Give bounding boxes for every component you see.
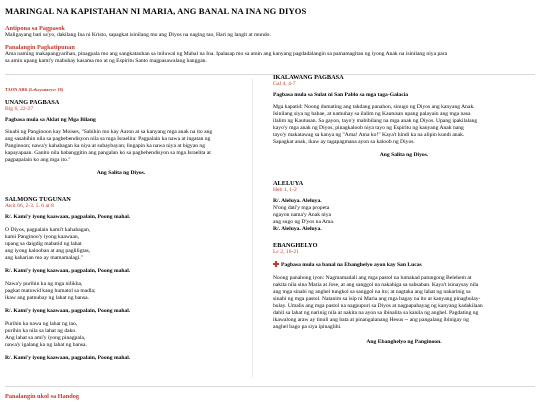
unang-pagbasa-line: kapayapaan. Ganito nila babanggitin ang pangalan ko sa pagbebendisyon sa mga Israelita at	[5, 150, 211, 156]
salmong-stanza-1	[5, 227, 237, 262]
aleluya-response: R/. Aleluya. Aleluya.	[273, 198, 322, 204]
ebanghelyo-section	[273, 242, 535, 346]
stanza-line: ang kaharian mo ay mamamalagi."	[5, 255, 83, 261]
bottom-divider	[5, 386, 535, 387]
unang-pagbasa-line: pagpapalain ko ang mga ito."	[5, 157, 71, 163]
ikalawang-pagbasa-ref: Gal 4, 4-7	[273, 81, 296, 87]
aleluya-ref: Heb 1, 1-2	[273, 187, 297, 193]
unang-pagbasa-line: ang sasabihin nila sa pagbebendisyon nila sa mga Israelita: Pagpalain ka nawa at ingatan ng	[5, 136, 211, 142]
stanza-line: Nawa'y purihin ka ng mga nilikha,	[5, 281, 83, 287]
ikalawang-pagbasa-body	[273, 104, 535, 146]
ikalawang-pagbasa-closing: Ang Salita ng Diyos.	[379, 152, 429, 158]
antipona-section	[5, 25, 535, 39]
unang-pagbasa-heading: UNANG PAGBASA	[5, 99, 60, 106]
salmong-section	[5, 196, 237, 362]
aleluya-heading: ALELUYA	[273, 180, 304, 187]
salmong-stanza-2	[5, 281, 237, 302]
pambungad-section	[5, 44, 535, 65]
ikalawang-pagbasa-intro: Pagbasa mula sa Sulat ni San Pablo sa mga taga-Galacia	[273, 92, 409, 98]
salmong-ref: Awit 66, 2-3. 5. 6 at 8	[5, 203, 54, 209]
stanza-line: ang iyong kalooban at ang pagliligtas,	[5, 248, 91, 254]
ebanghelyo-heading: EBANGHELYO	[273, 242, 318, 249]
salmong-response-4: R/. Kami'y iyong kaawaan, pagpalain, Poong mahal.	[5, 355, 131, 361]
stanza-line: pagkat matuwid kang humatol sa madla;	[5, 288, 96, 294]
antipona-heading: Antipona sa Pagpasok	[5, 25, 65, 32]
ebanghelyo-intro: Pagbasa mula sa banal na Ebanghelyo ayon kay San Lucas	[281, 262, 422, 268]
salmong-response: R/. Kami'y iyong kaawaan, pagpalain, Poong mahal.	[5, 214, 131, 220]
unang-pagbasa-closing: Ang Salita ng Diyos.	[96, 170, 146, 176]
ikalawang-pagbasa-line: Sapagkat anak, ikaw ay tagapagmana ayon sa kaloob ng Diyos.	[273, 139, 415, 145]
ebanghelyo-line: Noong panahong iyon: Nagmamadali ang mga pastol na lumakad patungong Belehem at	[273, 275, 472, 281]
aleluya-response-2: R/. Aleluya. Aleluya.	[273, 226, 322, 232]
verse-line: ngayon nama'y Anak niya	[273, 212, 332, 218]
pambungad-heading: Panalangin Pagkatipunan	[5, 44, 75, 51]
stanza-line: kami Panginoo'y iyong kaawaan,	[5, 234, 80, 240]
stanza-line: purihin ka nila sa lahat ng dako.	[5, 328, 77, 334]
ikalawang-pagbasa-heading: IKALAWANG PAGBASA	[273, 74, 344, 81]
ebanghelyo-line: dahil sa lahat ng narinig nila at nakita na ayon sa ibinalita sa kanila ng anghel. Pagdating ng	[273, 310, 479, 316]
page-title: MARINGAL NA KAPISTAHAN NI MARIA, ANG BANAL NA INA NG DIYOS	[5, 6, 307, 16]
ikalawang-pagbasa-section	[273, 74, 535, 159]
handog-heading: Panalangin ukol sa Handog	[5, 393, 80, 400]
aleluya-section	[273, 180, 535, 233]
ebanghelyo-body	[273, 275, 535, 331]
stanza-line: ikaw ang patnubay ng lahat ng bansa.	[5, 295, 90, 301]
ebanghelyo-line: anghel bago pa siya ipinaglihi.	[273, 324, 342, 330]
unang-pagbasa-section	[5, 99, 237, 177]
unang-pagbasa-line: Panginoon; nawa'y kahabagan ka niya at subaybayan; lingapin ka nawa niya at bigyan ng	[5, 143, 205, 149]
aleluya-verse	[273, 205, 535, 226]
stanza-line: upang sa daigdig mabatid ng lahat	[5, 241, 82, 247]
handog-section	[5, 393, 535, 400]
taon-label: TAON ABK (Leksyonaryo: 18)	[5, 87, 64, 92]
unang-pagbasa-line: Sinabi ng Panginoon kay Moises, "Sabihin mo kay Aaron at sa kanyang mga anak na ito ang	[5, 129, 213, 135]
verse-line: N'ong dati'y mga propeta	[273, 205, 330, 211]
cross-icon	[273, 261, 279, 267]
ikalawang-pagbasa-line: ilalim ng Kautusan. Sa gayon, tayo'y mabibilang na mga anak ng Diyos. Upang ipakilalang	[273, 118, 478, 124]
ebanghelyo-closing: Ang Ebanghelyo ng Panginoon.	[366, 339, 442, 345]
unang-pagbasa-ref: Blg 6, 22-27	[5, 106, 34, 112]
salmong-response-2: R/. Kami'y iyong kaawaan, pagpalain, Poong mahal.	[5, 268, 131, 274]
taon-label-wrap	[5, 87, 237, 92]
pambungad-text-2: sa amin upang kami'y mabuhay kasama mo at ng Espiritu Santo magpasawalang hanggan.	[5, 58, 207, 64]
ikalawang-pagbasa-line: kayo'y mga anak ng Diyos, pinagkaloob niya tayo ng Espiritu ng kanyang Anak nang	[273, 125, 464, 131]
antipona-text: Maligayang bati sa'yo, dakilang Ina ni Kristo, sapagkat isinilang mo ang Diyos na naging tao, Hari ng langit at mundo.	[5, 32, 271, 38]
salmong-heading: SALMONG TUGUNAN	[5, 196, 71, 203]
stanza-line: Ang lahat sa ami'y iyong pinagpala,	[5, 335, 86, 341]
ikalawang-pagbasa-line: Mga kapatid: Noong dumating ang takdang panahon, sinugo ng Diyos ang kanyang Anak.	[273, 104, 475, 110]
ebanghelyo-line: nakita nila sina Maria at Jose, at ang sanggol na nakahiga sa sabsaban. Kaya't isinaysay nila	[273, 282, 479, 288]
stanza-line: nawa'y igalang ka ng lahat ng bansa.	[5, 342, 87, 348]
ebanghelyo-intro-wrap	[273, 261, 535, 269]
pambungad-text-1: Ama naming makapangyarihan, pinagpala mo ang sangkatauhan sa iniluwal ng Mahal na Ina. Ipalasap mo sa amin ang kanyang pagdadalangin sa pamamagitan ng iyong Anak na isinilang niya para	[5, 51, 448, 57]
ebanghelyo-line: ang mga sinabi ng anghel tungkol sa sanggol na ito; at nagtaka ang lahat ng nakarinig sa	[273, 289, 471, 295]
unang-pagbasa-intro: Pagbasa mula sa Aklat ng Mga Bilang	[5, 117, 96, 123]
ebanghelyo-line: ikawalong araw ay tinuli ang bata at pinangalanang Hesus -- ang pangalang ibinigay ng	[273, 317, 469, 323]
ikalawang-pagbasa-line: tayo'y makatawag sa kanya ng "Ama! Ama ko!" Kaya't hindi ka na alipin kundi anak.	[273, 132, 465, 138]
verse-line: ang sugo ng D'yos na Ama.	[273, 219, 335, 225]
salmong-stanza-3	[5, 321, 237, 349]
ebanghelyo-line: sinabi ng mga pastol. Natanim sa isip ni Maria ang mga bagay na ito at kanyang pinagbulay-	[273, 296, 481, 302]
column-divider	[252, 78, 253, 378]
stanza-line: O Diyos, pagpalain kami't kahabagan,	[5, 227, 91, 233]
ebanghelyo-ref: Lc 2, 16-21	[273, 249, 299, 255]
salmong-response-3: R/. Kami'y iyong kaawaan, pagpalain, Poong mahal.	[5, 308, 131, 314]
ebanghelyo-line: bulay. Umalis ang mga pastol na nagpupuri sa Diyos at nagpapahayag ng kanyang kadakilaan	[273, 303, 483, 309]
unang-pagbasa-body	[5, 129, 237, 164]
ikalawang-pagbasa-line: Isinilang siya ng babae, at namuhay sa ilalim ng Kautusan upang palayain ang mga nasa	[273, 111, 471, 117]
stanza-line: Purihin ka nawa ng lahat ng tao,	[5, 321, 78, 327]
